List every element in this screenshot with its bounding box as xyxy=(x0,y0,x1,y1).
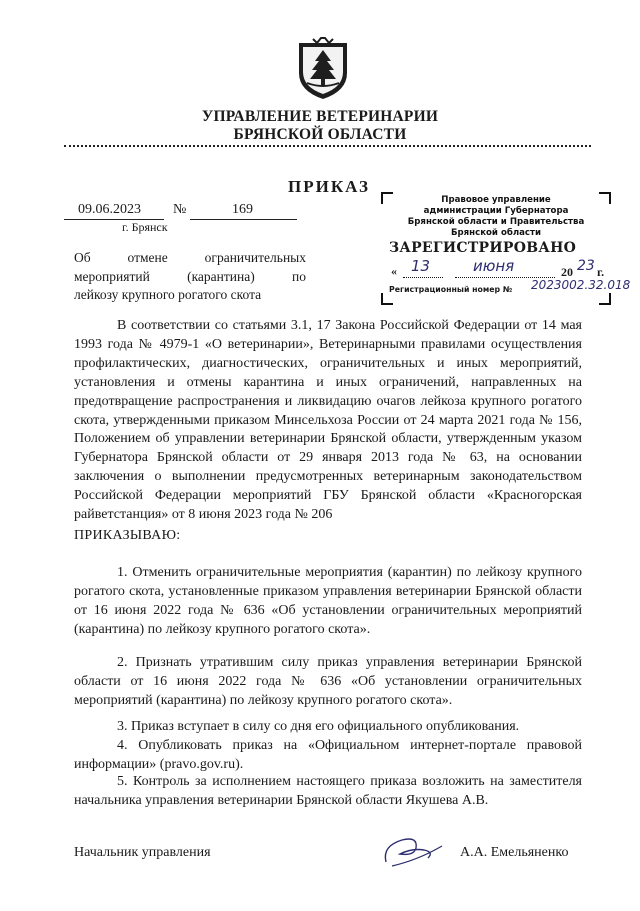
organization-name-line1: УПРАВЛЕНИЕ ВЕТЕРИНАРИИ xyxy=(201,108,439,125)
stamp-corner xyxy=(381,293,393,305)
stamp-year-handwritten: 23 xyxy=(577,258,595,274)
stamp-quote: « xyxy=(391,264,397,278)
stamp-authority-line: администрации Губернатора xyxy=(423,206,569,216)
stamp-corner xyxy=(599,293,611,305)
stamp-authority-line: Брянской области xyxy=(450,228,542,238)
number-underline xyxy=(190,219,297,220)
stamp-authority-line: Брянской области и Правительства xyxy=(407,217,585,227)
order-item: 5. Контроль за исполнением настоящего приказа возложить на заместителя начальника управления ветеринарии Брянской области Якушева А.В. xyxy=(74,774,582,808)
signatory-position: Начальник управления xyxy=(74,845,211,860)
preamble-paragraph: В соответствии со статьями 3.1, 17 Закона Российской Федерации от 14 мая 1993 года № 4979-1 «О ветеринарии», Ветеринарными правилами осуществления профилактических, диагностических, ограничительных и иных мероприятий, установления и отмены карантина и иных ограничений, направленных на предотвращение распространения и ликвидацию очагов лейкоза крупного рогатого скота, утвержденными приказом Минсельхоза России от 24 марта 2021 года № 156, Положением об управлении ветеринарии Брянской области, утвержденным указом Губернатора Брянской области от 29 января 2013 года № 63, на основании заключения о выполнении предусмотренных ветеринарным законодательством Российской Федерации мероприятий ГБУ Брянской области «Красногорская райветстанция» от 8 июня 2023 года № 206 xyxy=(74,318,582,523)
number-label: № xyxy=(173,202,187,217)
coat-of-arms-emblem xyxy=(293,37,353,101)
city-label: г. Брянск xyxy=(122,220,168,234)
subject-line: мероприятий (карантина) по xyxy=(74,269,306,284)
stamp-year-prefix: 20 xyxy=(561,265,573,279)
organization-name-line2: БРЯНСКОЙ ОБЛАСТИ xyxy=(233,126,407,143)
handwritten-signature xyxy=(378,826,446,870)
document-date: 09.06.2023 xyxy=(78,202,141,217)
stamp-registration-number: 2023002.32.018 xyxy=(531,278,631,292)
order-item: 1. Отменить ограничительные мероприятия (карантин) по лейкозу крупного рогатого скота, установленные приказом управления ветеринарии Брянской области от 16 июня 2022 года № 636 «Об установлении ограничительных мероприятий (карантина) по лейкозу крупного рогатого скота». xyxy=(74,565,582,637)
subject-line: лейкозу крупного рогатого скота xyxy=(74,287,262,302)
registration-stamp xyxy=(381,192,631,305)
document-number: 169 xyxy=(232,202,253,217)
subject-block xyxy=(74,248,306,286)
order-word: ПРИКАЗЫВАЮ: xyxy=(74,528,181,543)
stamp-registered-label: ЗАРЕГИСТРИРОВАНО xyxy=(389,240,577,256)
signatory-name: А.А. Емельяненко xyxy=(460,845,569,860)
stamp-date-row xyxy=(381,258,611,280)
order-item: 3. Приказ вступает в силу со дня его официального опубликования. xyxy=(117,719,520,734)
stamp-registration-label: Регистрационный номер № xyxy=(389,285,513,294)
subject-line: Об отмене ограничительных xyxy=(74,250,306,265)
order-item: 2. Признать утратившим силу приказ управления ветеринарии Брянской области от 16 июня 2022 года № 636 «Об установлении ограничительных мероприятий (карантина) по лейкозу крупного рогатого скота». xyxy=(74,655,582,708)
header-divider xyxy=(64,145,591,147)
stamp-day-line xyxy=(403,277,443,278)
stamp-day-handwritten: 13 xyxy=(411,257,431,275)
document-type-title: ПРИКАЗ xyxy=(288,177,370,196)
order-item: 4. Опубликовать приказ на «Официальном интернет-портале правовой информации» (pravo.gov.ru). xyxy=(74,738,582,772)
stamp-year-suffix: г. xyxy=(597,265,605,279)
stamp-month-handwritten: июня xyxy=(473,257,515,275)
stamp-authority-line: Правовое управление xyxy=(441,195,551,205)
